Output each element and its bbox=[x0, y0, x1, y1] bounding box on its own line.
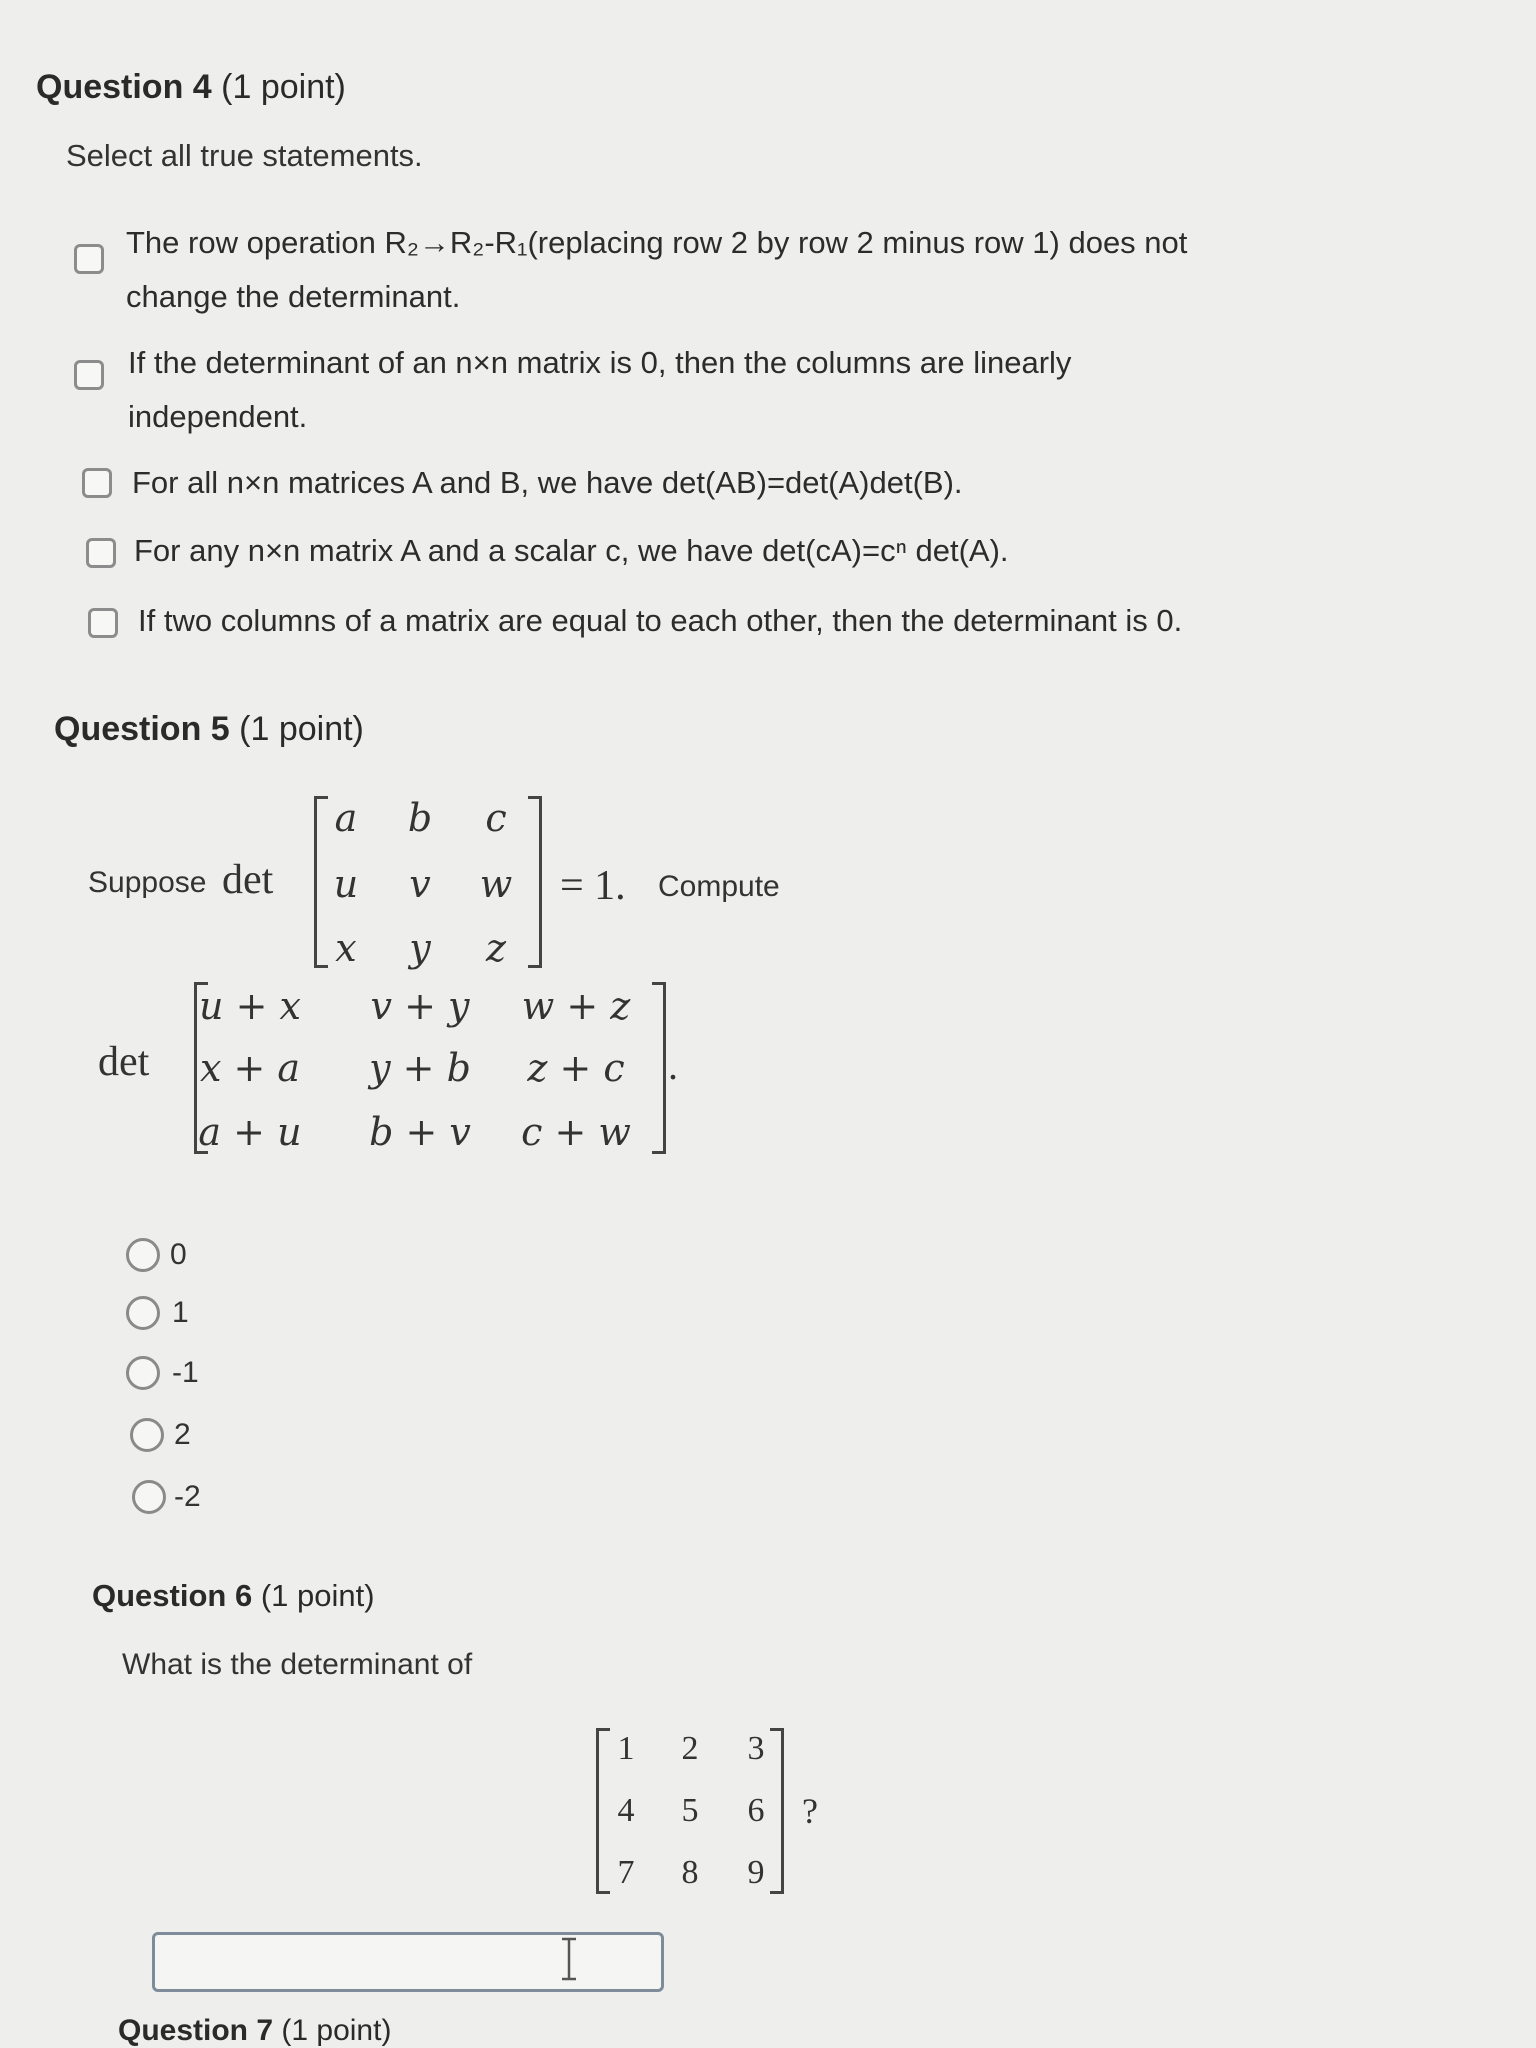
q5-option-label-1: 1 bbox=[172, 1296, 189, 1329]
q4-option-1-checkbox[interactable] bbox=[74, 244, 104, 274]
q4-option-5-checkbox[interactable] bbox=[88, 608, 118, 638]
q5-matrix1-cell: u bbox=[333, 862, 359, 906]
q5-compute-text: Compute bbox=[658, 870, 780, 903]
q6-question-mark: ? bbox=[802, 1791, 818, 1831]
q5-option-label-neg2: -2 bbox=[174, 1480, 201, 1513]
q5-matrix1-cell: w bbox=[479, 862, 513, 906]
q5-matrix1-left-bracket bbox=[314, 796, 328, 968]
q6-matrix-right-bracket bbox=[770, 1728, 784, 1894]
q6-answer-input[interactable] bbox=[152, 1932, 664, 1992]
q5-matrix1-right-bracket bbox=[528, 796, 542, 968]
text-cursor-icon bbox=[560, 1936, 578, 1982]
q5-matrix2-cell: x + a bbox=[199, 1046, 301, 1090]
q6-matrix-cell: 3 bbox=[747, 1730, 765, 1767]
q5-matrix1-cell: a bbox=[334, 796, 358, 840]
q5-period: . bbox=[668, 1043, 678, 1088]
q6-matrix-cell: 8 bbox=[681, 1854, 699, 1891]
q4-title: Question 4 (1 point) bbox=[36, 68, 346, 106]
q5-matrix1-cell: y bbox=[409, 926, 431, 970]
q4-option-4-label: For any n×n matrix A and a scalar c, we have det(cA)=cⁿ det(A). bbox=[134, 533, 1009, 568]
q6-matrix-left-bracket bbox=[596, 1728, 610, 1894]
q6-matrix-cell: 1 bbox=[617, 1730, 635, 1767]
q5-suppose-text: Suppose bbox=[88, 866, 207, 899]
q5-option-label-0: 0 bbox=[170, 1238, 187, 1271]
q4-prompt: Select all true statements. bbox=[66, 138, 423, 173]
q6-matrix-cell: 9 bbox=[747, 1854, 765, 1891]
q5-option-label-neg1: -1 bbox=[172, 1356, 199, 1389]
q5-matrix2-cell: v + y bbox=[370, 984, 470, 1028]
q5-matrix2-cell: u + x bbox=[199, 984, 301, 1028]
q5-det-label-2: det bbox=[98, 1039, 150, 1085]
q4-option-1-label: The row operation R₂→R₂-R₁(replacing row 2 by row 2 minus row 1) does not change the determinant. bbox=[126, 225, 1188, 314]
q4-option-5-label: If two columns of a matrix are equal to each other, then the determinant is 0. bbox=[138, 603, 1183, 638]
q5-matrix2-cell: w + z bbox=[521, 984, 631, 1028]
q5-matrix2-right-bracket bbox=[652, 982, 666, 1154]
q6-matrix-cell: 6 bbox=[747, 1792, 765, 1829]
q5-matrix2-cell: b + v bbox=[369, 1110, 471, 1154]
q6-title: Question 6 (1 point) bbox=[92, 1578, 375, 1613]
q5-title: Question 5 (1 point) bbox=[54, 710, 364, 748]
q6-matrix-cell: 4 bbox=[617, 1792, 635, 1829]
q5-option-radio-2[interactable] bbox=[130, 1418, 164, 1452]
q6-matrix-cell: 7 bbox=[617, 1854, 635, 1891]
q6-matrix-cell: 2 bbox=[681, 1730, 699, 1767]
q5-matrix1-cell: b bbox=[407, 796, 433, 840]
q7-title: Question 7 (1 point) bbox=[118, 2014, 392, 2047]
q4-option-2-checkbox[interactable] bbox=[74, 360, 104, 390]
q5-option-radio-neg2[interactable] bbox=[132, 1480, 166, 1514]
q5-matrix1-cell: c bbox=[485, 796, 507, 840]
q5-equals-one: = 1. bbox=[560, 863, 626, 909]
q5-matrix1-cell: z bbox=[485, 926, 507, 970]
q5-option-radio-0[interactable] bbox=[126, 1238, 160, 1272]
q5-matrix2-cell: c + w bbox=[521, 1110, 631, 1154]
q6-prompt: What is the determinant of bbox=[122, 1648, 473, 1681]
q5-matrix1-cell: v bbox=[409, 862, 431, 906]
q5-det-label-1: det bbox=[222, 857, 274, 903]
q6-matrix-cell: 5 bbox=[681, 1792, 699, 1829]
q5-matrix2-cell: a + u bbox=[198, 1110, 302, 1154]
q4-option-2-label: If the determinant of an n×n matrix is 0, then the columns are linearly independent. bbox=[128, 345, 1072, 434]
q5-matrix1-cell: x bbox=[335, 926, 357, 970]
q5-option-radio-1[interactable] bbox=[126, 1296, 160, 1330]
q5-matrix2-cell: y + b bbox=[369, 1046, 471, 1090]
q5-option-radio-neg1[interactable] bbox=[126, 1356, 160, 1390]
q4-option-4-checkbox[interactable] bbox=[86, 538, 116, 568]
q5-matrix2-cell: z + c bbox=[527, 1046, 625, 1090]
q4-option-3-label: For all n×n matrices A and B, we have det(AB)=det(A)det(B). bbox=[132, 465, 963, 500]
q5-option-label-2: 2 bbox=[174, 1418, 191, 1451]
q4-option-3-checkbox[interactable] bbox=[82, 468, 112, 498]
